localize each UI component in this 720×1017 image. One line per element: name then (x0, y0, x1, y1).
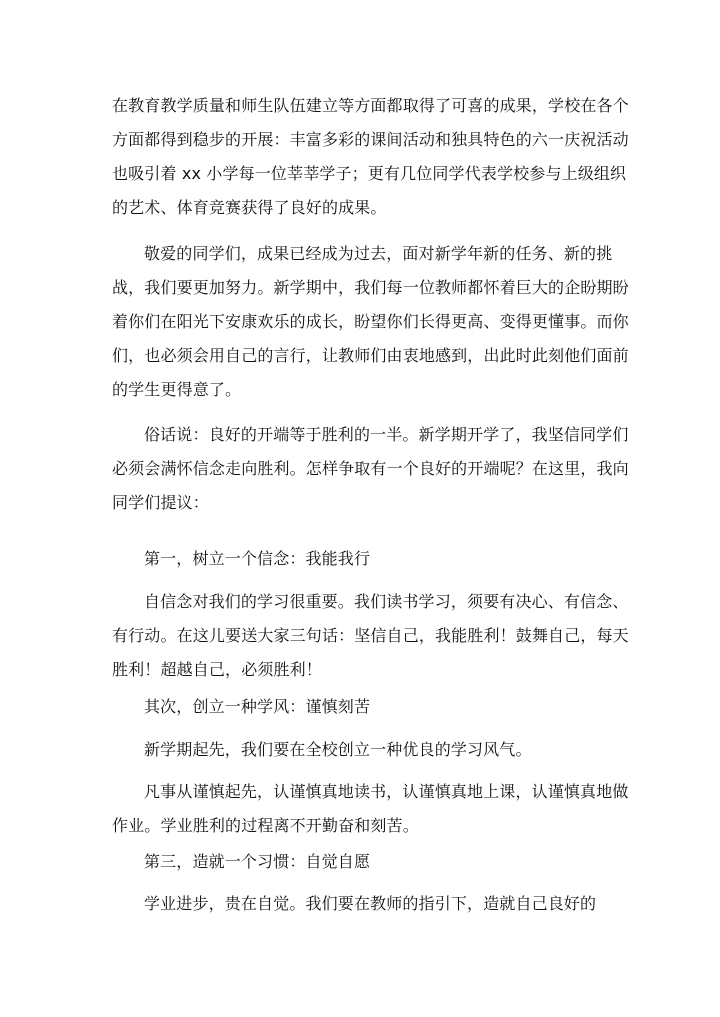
paragraph-self-confidence: 自信念对我们的学习很重要。我们读书学习，须要有决心、有信念、有行动。在这儿要送大家三句话：坚信自己，我能胜利！鼓舞自己，每天胜利！超越自己，必须胜利！ (112, 592, 629, 679)
heading-first-belief: 第一，树立一个信念：我能我行 (144, 549, 371, 568)
paragraph-self-awareness: 学业进步，贵在自觉。我们要在教师的指引下，造就自己良好的 (144, 894, 597, 913)
paragraph-achievements: 在教育教学质量和师生队伍建立等方面都取得了可喜的成果，学校在各个方面都得到稳步的开展：丰富多彩的课间活动和独具特色的六一庆祝活动也吸引着 xx 小学每一位莘莘学子；更有几位同学代表学校参与上级组织的艺术、体育竞赛获得了良好的成果。 (112, 96, 629, 217)
heading-third-habit: 第三，造就一个习惯：自觉自愿 (144, 852, 371, 871)
heading-second-study-style: 其次，创立一种学风：谨慎刻苦 (144, 697, 371, 716)
paragraph-diligence: 凡事从谨慎起先，认谨慎真地读书，认谨慎真地上课，认谨慎真地做作业。学业胜利的过程离不开勤奋和刻苦。 (112, 782, 629, 835)
paragraph-good-start: 俗话说：良好的开端等于胜利的一半。新学期开学了，我坚信同学们必须会满怀信念走向胜利。怎样争取有一个良好的开端呢？在这里，我向同学们提议： (112, 425, 629, 512)
paragraph-dear-students: 敬爱的同学们，成果已经成为过去，面对新学年新的任务、新的挑战，我们要更加努力。新学期中，我们每一位教师都怀着巨大的企盼期盼着你们在阳光下安康欢乐的成长，盼望你们长得更高、变得更懂事。而你们，也必须会用自己的言行，让教师们由衷地感到，出此时此刻他们面前的学生更得意了。 (112, 244, 629, 399)
paragraph-new-term-style: 新学期起先，我们要在全校创立一种优良的学习风气。 (144, 740, 532, 759)
